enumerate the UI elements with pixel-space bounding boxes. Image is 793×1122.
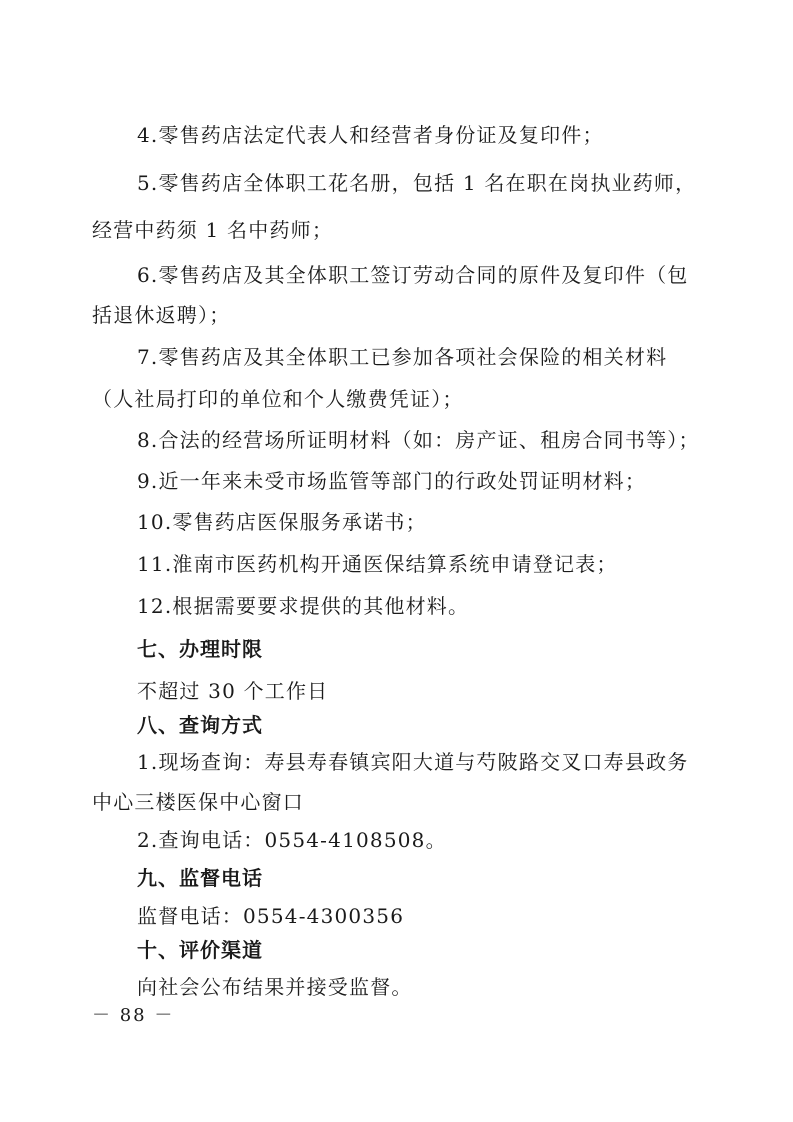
section-heading-inquiry: 八、查询方式 [137,713,263,737]
time-limit-text: 不超过 30 个工作日 [137,679,329,703]
list-item-8: 8.合法的经营场所证明材料（如：房产证、租房合同书等）； [137,428,700,452]
list-item-4: 4.零售药店法定代表人和经营者身份证及复印件； [137,123,604,147]
list-item-10: 10.零售药店医保服务承诺书； [137,510,427,534]
section-heading-time-limit: 七、办理时限 [137,637,263,661]
list-item-7: 7.零售药店及其全体职工已参加各项社会保险的相关材料 [137,345,668,369]
section-heading-supervision: 九、监督电话 [137,866,263,890]
inquiry-onsite-continued: 中心三楼医保中心窗口 [92,790,304,814]
evaluation-text: 向社会公布结果并接受监督。 [137,975,413,999]
list-item-12: 12.根据需要要求提供的其他材料。 [137,594,470,618]
list-item-11: 11.淮南市医药机构开通医保结算系统申请登记表； [137,552,618,576]
list-item-5: 5.零售药店全体职工花名册，包括 1 名在职在岗执业药师， [137,171,697,195]
supervision-phone: 监督电话：0554-4300356 [137,904,405,928]
list-item-9: 9.近一年来未受市场监管等部门的行政处罚证明材料； [137,469,647,493]
list-item-5-continued: 经营中药须 1 名中药师； [92,218,334,242]
section-heading-evaluation: 十、评价渠道 [137,938,263,962]
inquiry-onsite: 1.现场查询：寿县寿春镇宾阳大道与芍陂路交叉口寿县政务 [137,750,689,774]
list-item-7-continued: （人社局打印的单位和个人缴费凭证）； [92,387,464,411]
list-item-6-continued: 括退休返聘）； [92,303,231,327]
inquiry-phone: 2.查询电话：0554-4108508。 [137,828,447,852]
list-item-6: 6.零售药店及其全体职工签订劳动合同的原件及复印件（包 [137,263,689,287]
page-number: － 88 － [92,1005,175,1026]
